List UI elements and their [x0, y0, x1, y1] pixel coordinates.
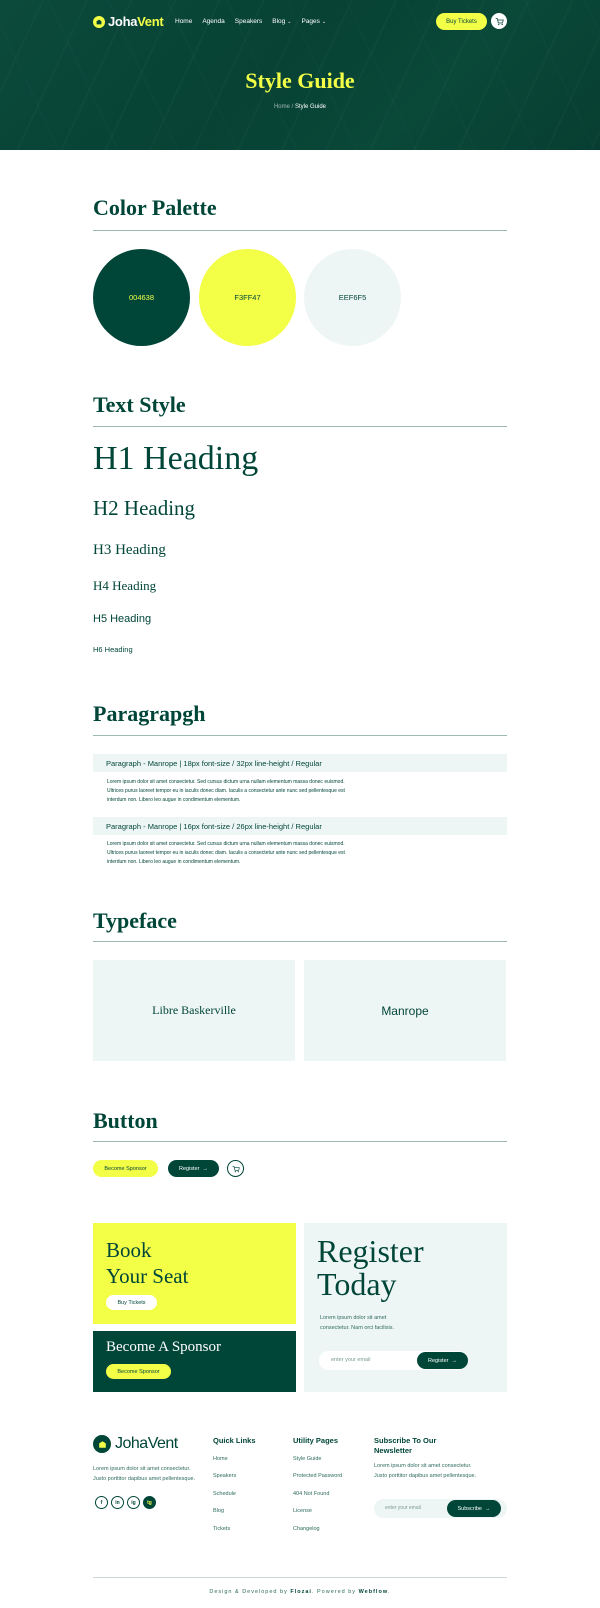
- copyright: Design & Developed by Flozai. Powered by Webflow.: [209, 1589, 391, 1595]
- divider: [93, 426, 507, 427]
- paragraph-18-sample: Lorem ipsum dolor sit amet consectetur. Sed cursus dictum urna nullam elementum massa donec euismod. Ultrices purus laoreet tempor eu in iaculis donec diam. Iaculis a consectetur ante nunc sed pellentesque est interdum non. Libero leo augue in condimentum elementum.: [107, 779, 345, 803]
- swatch-mint: EEF6F5: [304, 249, 401, 346]
- footer-link-license[interactable]: License: [293, 1508, 312, 1514]
- email-placeholder: enter your email: [385, 1505, 421, 1511]
- paragraph-16-sample: Lorem ipsum dolor sit amet consectetur. Sed cursus dictum urna nullam elementum massa donec euismod. Ultrices purus laoreet tempor eu in iaculis donec diam. Iaculis a consectetur ante nunc sed pellentesque est interdum non. Libero leo augue in condimentum elementum.: [107, 841, 345, 865]
- site-logo[interactable]: [93, 14, 163, 29]
- color-palette-title: Color Palette: [93, 195, 217, 220]
- hero-section: [0, 0, 600, 150]
- email-placeholder: enter your email: [331, 1357, 371, 1363]
- logo-icon: [93, 1435, 111, 1453]
- chevron-down-icon: ⌄: [287, 18, 292, 25]
- breadcrumb: [0, 104, 600, 110]
- footer-logo[interactable]: [93, 1435, 178, 1453]
- paragraph-16-label: Paragraph - Manrope | 16px font-size / 26px line-height / Regular: [93, 817, 507, 835]
- register-button[interactable]: [168, 1160, 219, 1177]
- nav-link-speakers[interactable]: Speakers: [234, 18, 263, 25]
- sponsor-title: Become A Sponsor: [106, 1339, 221, 1355]
- breadcrumb-home[interactable]: Home: [273, 104, 290, 110]
- divider: [93, 735, 507, 736]
- newsletter-description: Lorem ipsum dolor sit amet consectetur. Justo porttitor dapibus amet pellentesque.: [374, 1463, 477, 1479]
- footer-link-schedule[interactable]: Schedule: [213, 1491, 236, 1497]
- cart-button[interactable]: [491, 13, 507, 29]
- buy-tickets-button[interactable]: Buy Tickets: [436, 13, 487, 30]
- sponsor-card: [93, 1331, 296, 1392]
- newsletter-title: Subscribe To Our Newsletter: [374, 1436, 437, 1455]
- cart-button[interactable]: [227, 1160, 244, 1177]
- footer-link-blog[interactable]: Blog: [213, 1508, 225, 1514]
- quick-links-title: Quick Links: [213, 1436, 256, 1445]
- become-sponsor-button[interactable]: Become Sponsor: [106, 1364, 171, 1379]
- logo-icon: [93, 16, 105, 28]
- breadcrumb-current: Style Guide: [295, 104, 327, 110]
- linkedin-icon[interactable]: in: [111, 1496, 124, 1509]
- register-title: Register Today: [317, 1233, 424, 1302]
- nav-link-pages[interactable]: Pages ⌄: [301, 18, 327, 25]
- footer-link-speakers[interactable]: Speakers: [213, 1473, 237, 1479]
- cart-icon: [495, 17, 504, 26]
- footer-link-style-guide[interactable]: Style Guide: [293, 1456, 322, 1462]
- paragraph-title: Paragrapgh: [93, 701, 206, 726]
- typeface-title: Typeface: [93, 908, 177, 933]
- main-nav: [93, 12, 507, 32]
- facebook-icon[interactable]: f: [95, 1496, 108, 1509]
- telegram-icon[interactable]: tg: [143, 1496, 156, 1509]
- buy-tickets-button[interactable]: Buy Tickets: [106, 1295, 157, 1310]
- footer-description: Lorem ipsum dolor sit amet consectetur. Justo porttitor dapibus amet pellentesque.: [93, 1466, 196, 1482]
- h4-sample: H4 Heading: [93, 578, 157, 593]
- book-seat-title: Book Your Seat: [106, 1238, 189, 1288]
- footer-link-changelog[interactable]: Changelog: [293, 1526, 320, 1532]
- instagram-icon[interactable]: ig: [127, 1496, 140, 1509]
- logo-text: JohaVent: [108, 14, 164, 29]
- h1-sample: H1 Heading: [93, 440, 259, 477]
- divider: [93, 941, 507, 942]
- register-card: [304, 1223, 507, 1392]
- nav-link-blog[interactable]: Blog ⌄: [272, 18, 292, 25]
- book-seat-card: [93, 1223, 296, 1324]
- register-description: Lorem ipsum dolor sit amet consectetur. Nam orci facilisis.: [320, 1315, 394, 1331]
- breadcrumb-separator: /: [291, 104, 294, 110]
- register-button-label: Register: [179, 1165, 200, 1172]
- page-title: Style Guide: [245, 68, 355, 93]
- text-style-title: Text Style: [93, 392, 186, 417]
- h5-sample: H5 Heading: [93, 613, 152, 625]
- footer-link-tickets[interactable]: Tickets: [213, 1526, 231, 1532]
- nav-link-home[interactable]: Home: [175, 18, 193, 25]
- footer-logo-text: JohaVent: [115, 1435, 178, 1452]
- h2-sample: H2 Heading: [93, 496, 196, 520]
- typeface-serif-card: Libre Baskerville: [93, 960, 295, 1061]
- webflow-link[interactable]: Webflow: [358, 1589, 389, 1595]
- nav-link-agenda[interactable]: Agenda: [202, 18, 225, 25]
- footer-divider: [93, 1577, 507, 1578]
- newsletter-email-field[interactable]: [374, 1499, 507, 1518]
- register-email-field[interactable]: [319, 1351, 468, 1370]
- register-submit-button[interactable]: Register →: [417, 1352, 468, 1369]
- h3-sample: H3 Heading: [93, 542, 166, 558]
- flozai-link[interactable]: Flozai: [290, 1589, 312, 1595]
- footer-link-home[interactable]: Home: [213, 1456, 228, 1462]
- swatch-dark-green: 004638: [93, 249, 190, 346]
- typeface-sans-card: Manrope: [304, 960, 506, 1061]
- subscribe-button[interactable]: Subscribe →: [447, 1500, 501, 1517]
- swatch-lime: F3FF47: [199, 249, 296, 346]
- arrow-right-icon: →: [484, 1505, 491, 1512]
- footer-link-protected-password[interactable]: Protected Password: [293, 1473, 343, 1479]
- h6-sample: H6 Heading: [93, 645, 133, 654]
- footer-link-404[interactable]: 404 Not Found: [293, 1491, 330, 1497]
- become-sponsor-button[interactable]: Become Sponsor: [93, 1160, 158, 1177]
- paragraph-18-label: Paragraph - Manrope | 18px font-size / 32px line-height / Regular: [93, 754, 507, 772]
- chevron-down-icon: ⌄: [321, 18, 327, 25]
- divider: [93, 1141, 507, 1142]
- cart-icon: [232, 1165, 240, 1173]
- button-title: Button: [93, 1108, 158, 1133]
- arrow-right-icon: →: [451, 1357, 457, 1364]
- utility-pages-title: Utility Pages: [293, 1436, 339, 1445]
- divider: [93, 230, 507, 231]
- nav-links: [175, 18, 326, 25]
- arrow-right-icon: →: [202, 1165, 208, 1172]
